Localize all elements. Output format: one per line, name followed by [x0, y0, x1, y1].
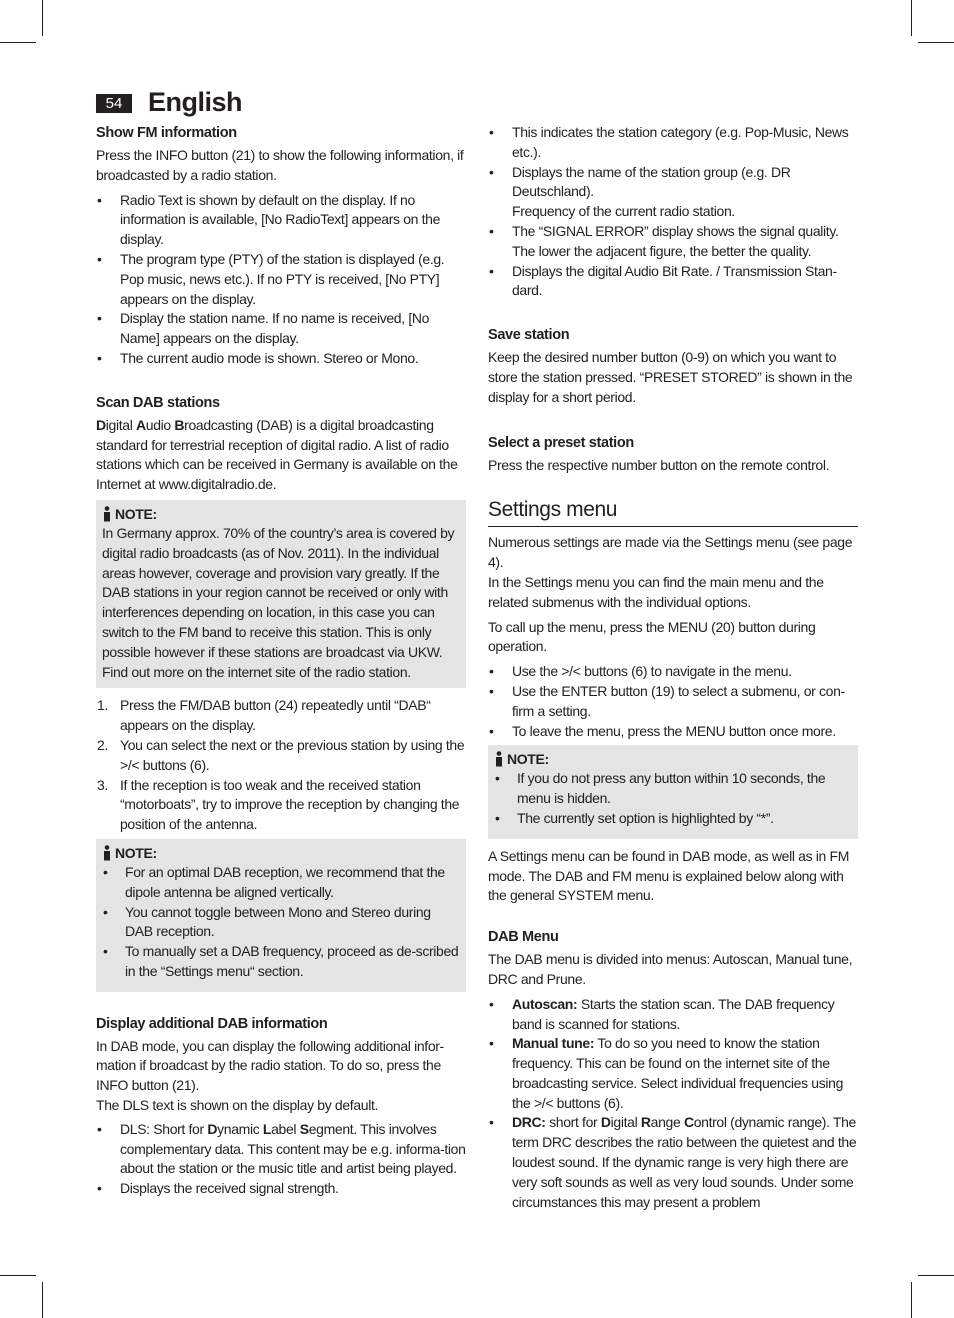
list-item [96, 1120, 466, 1179]
text-run: ontrol (dynamic range). The term DRC describes the ratio between the quietest and the loudest sound. If the dynamic range is very high there are very soft sounds as well as very loud sounds. Under some circumstances this may present a problem [512, 1114, 857, 1210]
list-item: • This indicates the station category (e.g. Pop-Music, News etc.). [488, 123, 858, 163]
text-run: In DAB mode, you can display the following additional infor-mation if broadcast by the radio station. To do so, press the INFO button (21). [96, 1037, 444, 1094]
text-run: udio [145, 416, 175, 433]
term-label: DRC: [512, 1114, 546, 1131]
list-item: • If you do not press any button within 10 seconds, the menu is hidden. [494, 769, 852, 809]
list-item: • The current audio mode is shown. Stereo or Mono. [96, 349, 466, 369]
page-title: English [148, 86, 243, 117]
initial-letter: D [600, 1114, 611, 1131]
step-text: If the reception is too weak and the received station “motorboats”, try to improve the reception by changing the position of the antenna. [120, 776, 460, 833]
paragraph: Keep the desired number button (0-9) on which you want to store the station pressed. “PRESET STORED” is shown in the display for a short period. [488, 349, 853, 405]
text-run: The DLS text is shown on the display by default. [96, 1097, 379, 1114]
crop-mark [918, 42, 954, 43]
step-number: 3. [97, 776, 108, 793]
crop-mark [0, 42, 36, 43]
text-run: Numerous settings are made via the Settings menu (see page 4). [488, 534, 853, 571]
list-item: • Use the ENTER button (19) to select a submenu, or con-firm a setting. [488, 682, 858, 722]
info-icon [102, 506, 112, 522]
list-item: • Displays the received signal strength. [96, 1179, 466, 1199]
list-item [488, 995, 858, 1035]
text-run: ynamic [217, 1120, 263, 1137]
initial-letter: R [640, 1114, 651, 1131]
crop-mark [42, 1282, 43, 1318]
step-text: You can select the next or the previous station by using the >/< buttons (6). [120, 736, 465, 773]
section-heading-scan-dab: Scan DAB stations [96, 394, 220, 411]
note-label: NOTE: [507, 751, 549, 768]
section-title-settings: Settings menu [488, 496, 858, 527]
info-icon [494, 751, 504, 767]
list-item [96, 776, 466, 835]
crop-mark [911, 1282, 912, 1318]
note-box [96, 839, 466, 992]
section-heading-dab-menu: DAB Menu [488, 929, 559, 946]
initial-letter: S [299, 1120, 309, 1137]
page-number: 54 [96, 94, 132, 113]
text-run: ange [650, 1114, 684, 1131]
text-run: abel [271, 1120, 300, 1137]
text-run: Frequency of the current radio station. [512, 203, 735, 220]
list-item: • The “SIGNAL ERROR” display shows the signal quality. The lower the adjacent figure, the better the quality. [488, 222, 858, 262]
text-run: Starts the station scan. The DAB frequency band is scanned for stations. [512, 995, 835, 1032]
paragraph: A Settings menu can be found in DAB mode, as well as in FM mode. The DAB and FM menu is explained below along with the general SYSTEM menu. [488, 847, 850, 904]
text-run: In the Settings menu you can find the main menu and the related submenus with the individual options. [488, 573, 824, 610]
info-icon [102, 845, 112, 861]
text-run: egment. This involves complementary data. This content may be e.g. informa-tion about the station or the music title and artist being played. [120, 1120, 466, 1177]
initial-letter: L [262, 1120, 272, 1137]
step-text: Press the FM/DAB button (24) repeatedly until “DAB“ appears on the display. [120, 697, 431, 734]
note-bullets [494, 769, 852, 828]
list-item [488, 1113, 858, 1212]
bullet-list [488, 123, 858, 301]
note-header [494, 749, 852, 769]
crop-mark [0, 1275, 36, 1276]
text-run: igital [610, 1114, 641, 1131]
initial-letter: D [96, 416, 106, 433]
note-label: NOTE: [115, 505, 157, 522]
list-item [488, 163, 858, 222]
section-heading-preset: Select a preset station [488, 434, 634, 451]
list-item [96, 696, 466, 736]
note-header [102, 504, 460, 524]
note-box [96, 500, 466, 688]
text-run: Displays the name of the station group (e.g. DR Deutschland). [512, 163, 791, 200]
note-box [488, 745, 858, 838]
text-run: roadcasting (DAB) is a digital broadcasting standard for terrestrial reception of digital radio. A list of radio stations which can be received in Germany is available on the Internet at www.digitalradio.de. [96, 416, 458, 493]
list-item: • Displays the digital Audio Bit Rate. / Transmission Stan-dard. [488, 262, 858, 302]
list-item: • Radio Text is shown by default on the display. If no information is available, [No RadioText] appears on the display. [96, 191, 466, 250]
step-number: 1. [97, 697, 108, 714]
initial-letter: D [207, 1120, 218, 1137]
text-run: DLS: Short for [120, 1120, 208, 1137]
numbered-list [96, 696, 466, 835]
list-item [96, 736, 466, 776]
text-run: short for [545, 1114, 601, 1131]
paragraph-dab-intro [96, 416, 466, 495]
paragraph: The DAB menu is divided into menus: Autoscan, Manual tune, DRC and Prune. [488, 951, 853, 987]
list-item: • For an optimal DAB reception, we recommend that the dipole antenna be aligned vertically. [102, 863, 460, 903]
bullet-list [488, 995, 858, 1213]
initial-letter: A [136, 416, 146, 433]
list-item: • Use the >/< buttons (6) to navigate in the menu. [488, 662, 858, 682]
paragraph: Press the respective number button on the remote control. [488, 456, 830, 473]
term-label: Manual tune: [512, 1035, 595, 1052]
initial-letter: B [174, 416, 185, 433]
section-heading-fm-info: Show FM information [96, 125, 237, 141]
paragraph [488, 533, 858, 612]
paragraph: To call up the menu, press the MENU (20) button during operation. [488, 618, 816, 655]
section-heading-dab-info: Display additional DAB information [96, 1015, 328, 1032]
crop-mark [918, 1275, 954, 1276]
term-label: Autoscan: [512, 995, 578, 1012]
list-item [488, 1034, 858, 1113]
note-text: In Germany approx. 70% of the country’s area is covered by digital radio broadcasts (as of Nov. 2011). In the individual areas however, coverage and provision vary greatly. If the DAB stations in your region cannot be received or only with interferences depending on location, in this case you can switch to the FM band to receive this station. This is only possible however if these stations are broadcast via UKW. Find out more on the internet site of the radio station. [102, 524, 455, 680]
list-item: • To manually set a DAB frequency, proceed as de-scribed in the “Settings menu“ section. [102, 942, 460, 982]
crop-mark [42, 0, 43, 36]
right-column [488, 123, 858, 1216]
list-item: • The currently set option is highlighted by “*”. [494, 809, 852, 829]
paragraph [96, 1037, 466, 1116]
text-run: igital [105, 416, 136, 433]
list-item: • You cannot toggle between Mono and Stereo during DAB reception. [102, 903, 460, 943]
list-item: • The program type (PTY) of the station is displayed (e.g. Pop music, news etc.). If no PTY is received, [No PTY] appears on the display. [96, 250, 466, 309]
paragraph: Press the INFO button (21) to show the following information, if broadcasted by a radio station. [96, 147, 464, 183]
section-heading-save-station: Save station [488, 327, 570, 344]
initial-letter: C [683, 1114, 694, 1131]
text-run: To do so you need to know the station frequency. This can be found on the internet site of the broadcasting service. Select individual frequencies using the >/< buttons (6). [512, 1035, 844, 1111]
crop-mark [911, 0, 912, 36]
note-label: NOTE: [115, 844, 157, 861]
list-item: • To leave the menu, press the MENU button once more. [488, 722, 858, 742]
bullet-list [96, 1120, 466, 1199]
note-bullets [102, 863, 460, 982]
bullet-list [488, 662, 858, 741]
page-header [96, 86, 242, 118]
note-header [102, 843, 460, 863]
step-number: 2. [97, 736, 108, 753]
list-item: • Display the station name. If no name is received, [No Name] appears on the display. [96, 309, 466, 349]
bullet-list [96, 191, 466, 369]
left-column [96, 123, 466, 1203]
